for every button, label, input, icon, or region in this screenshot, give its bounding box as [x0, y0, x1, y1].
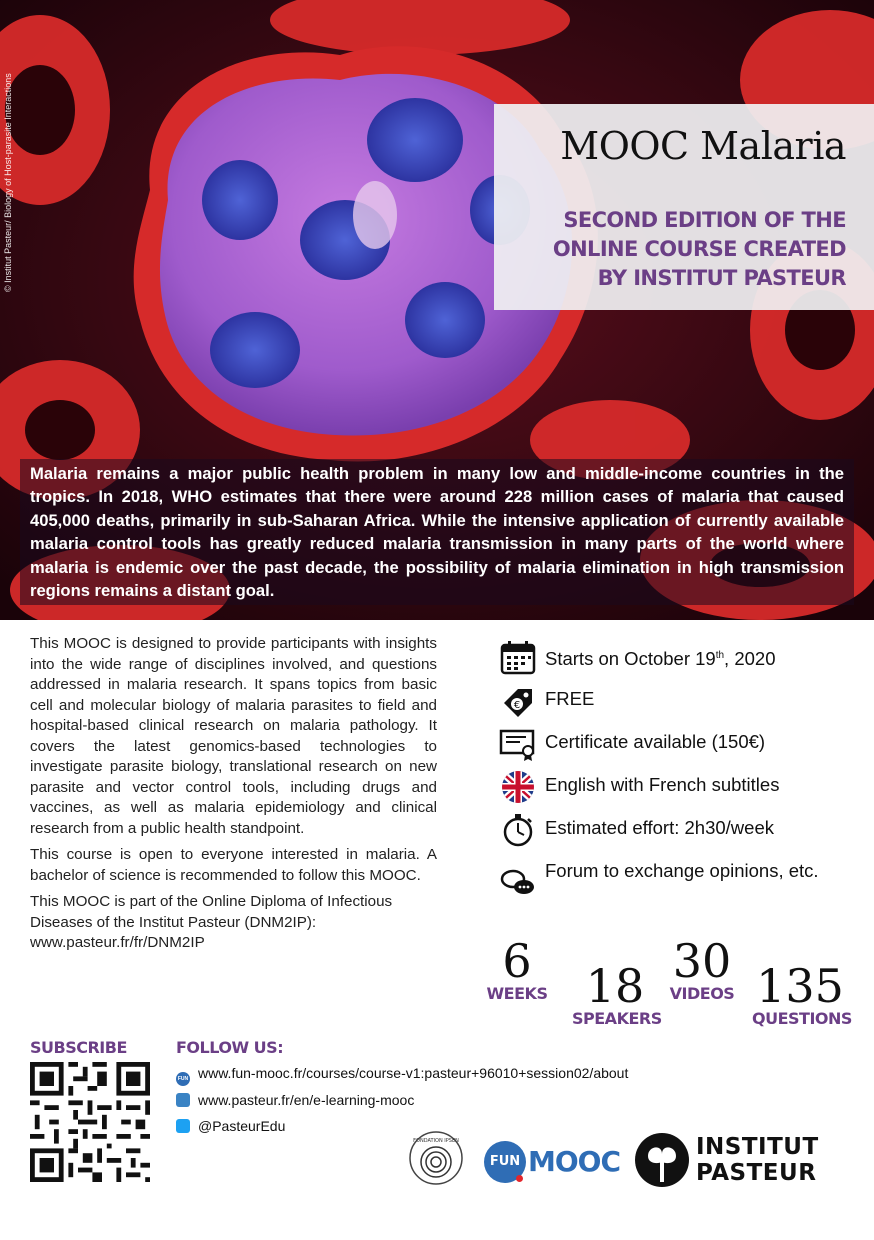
fun-mooc-link[interactable] — [176, 1065, 628, 1086]
pasteur-url[interactable]: www.pasteur.fr/en/e-learning-mooc — [198, 1092, 415, 1108]
effort-text: Estimated effort: 2h30/week — [545, 817, 774, 838]
start-date-text: Starts on October 19 — [545, 648, 716, 670]
uk-flag-icon — [498, 769, 538, 805]
stat-weeks-number: 6 — [502, 934, 532, 988]
subscribe-heading: SUBSCRIBE — [30, 1038, 127, 1057]
stat-questions-number: 135 — [756, 959, 844, 1013]
fun-logo-circle: FUN — [484, 1141, 526, 1183]
info-language — [498, 769, 858, 812]
page-title: MOOC Malaria — [560, 124, 846, 168]
certificate-text: Certificate available (150€) — [545, 731, 766, 752]
page-subtitle: SECOND EDITION OF THE ONLINE COURSE CREATED BY INSTITUT PASTEUR — [552, 208, 846, 290]
stat-videos-number: 30 — [672, 934, 732, 988]
globe-icon — [176, 1093, 190, 1107]
info-start-date — [498, 640, 858, 683]
start-date-year: , 2020 — [724, 648, 776, 670]
stat-speakers-number: 18 — [585, 959, 645, 1013]
fun-mooc-url[interactable]: www.fun-mooc.fr/courses/course-v1:pasteur+96010+session02/about — [198, 1065, 629, 1081]
course-description — [30, 634, 437, 960]
info-effort — [498, 812, 858, 855]
stat-questions-label: QUESTIONS — [752, 1009, 852, 1028]
ipsen-label: FONDATION IPSEN — [413, 1138, 459, 1144]
svg-text:€: € — [513, 700, 521, 711]
course-info-list — [498, 640, 858, 911]
stat-speakers — [572, 959, 662, 1028]
info-certificate — [498, 726, 858, 769]
forum-text: Forum to exchange opinions, etc. — [545, 860, 819, 881]
stat-videos — [668, 934, 736, 1003]
description-paragraph-2: This course is open to everyone interested in malaria. A bachelor of science is recommended to follow this MOOC. — [30, 846, 437, 884]
pasteur-emblem-icon — [634, 1132, 690, 1188]
stat-videos-label: VIDEOS — [669, 984, 735, 1003]
fun-logo-dot — [516, 1175, 523, 1182]
stat-questions — [752, 959, 852, 1028]
twitter-handle[interactable]: @PasteurEdu — [198, 1118, 286, 1134]
certificate-icon — [498, 726, 538, 762]
qr-code[interactable] — [30, 1062, 150, 1182]
stat-speakers-label: SPEAKERS — [572, 1009, 662, 1028]
intro-text: remains a major public health problem in many low and middle-income countries in the tropics. In 2018, WHO estimates that there were around 228 million cases of malaria that caused 405,000 deaths, primarily in sub-Saharan Africa. While the intensive application of currently available malaria control tools has greatly reduced malaria transmission in many parts of the world where malaria is endemic over the past decade, the possibility of malaria elimination in high transmission regions remains a distant goal. — [30, 464, 844, 601]
chat-bubbles-icon — [498, 865, 538, 901]
info-forum — [498, 855, 858, 911]
price-text: FREE — [545, 688, 595, 709]
intro-paragraph — [30, 462, 844, 602]
institut-pasteur-logo — [634, 1132, 844, 1190]
title-panel — [494, 104, 874, 310]
price-tag-icon — [498, 683, 538, 719]
stat-weeks — [486, 934, 548, 1003]
twitter-icon — [176, 1119, 190, 1133]
language-text: English with French subtitles — [545, 774, 780, 795]
fun-logo-mooc: MOOC — [528, 1145, 621, 1178]
photo-credit: © Institut Pasteur/ Biology of Host-parasite Interactions — [3, 73, 13, 292]
start-date-sup: th — [715, 650, 725, 661]
stat-weeks-label: WEEKS — [486, 984, 548, 1003]
follow-heading: FOLLOW US: — [176, 1038, 284, 1057]
intro-lead: Malaria — [30, 464, 88, 483]
description-paragraph-3: This MOOC is part of the Online Diploma of Infectious Diseases of the Institut Pasteur (DNM2IP): www.pasteur.fr/fr/DNM2IP — [30, 893, 393, 951]
twitter-link[interactable] — [176, 1118, 285, 1134]
pasteur-link[interactable] — [176, 1092, 414, 1108]
fondation-ipsen-logo — [408, 1130, 464, 1186]
pasteur-logo-line1: INSTITUT — [696, 1134, 819, 1160]
stopwatch-icon — [498, 812, 538, 848]
calendar-icon — [498, 640, 538, 676]
info-price — [498, 683, 858, 726]
pasteur-logo-line2: PASTEUR — [696, 1160, 817, 1186]
description-paragraph-1: This MOOC is designed to provide participants with insights into the wide range of disciplines involved, and questions addressed in malaria research. It spans topics from basic cell and molecular biology of malaria parasites to field and hospital-based clinical research on malaria pathology. It covers the latest genomics-based technologies to investigate parasite biology, translational research on new parasite and vector control tools, including drugs and vaccines, as well as malaria epidemiology and clinical research from a public health standpoint. — [30, 635, 437, 837]
fun-badge-icon: FUN — [176, 1072, 190, 1086]
